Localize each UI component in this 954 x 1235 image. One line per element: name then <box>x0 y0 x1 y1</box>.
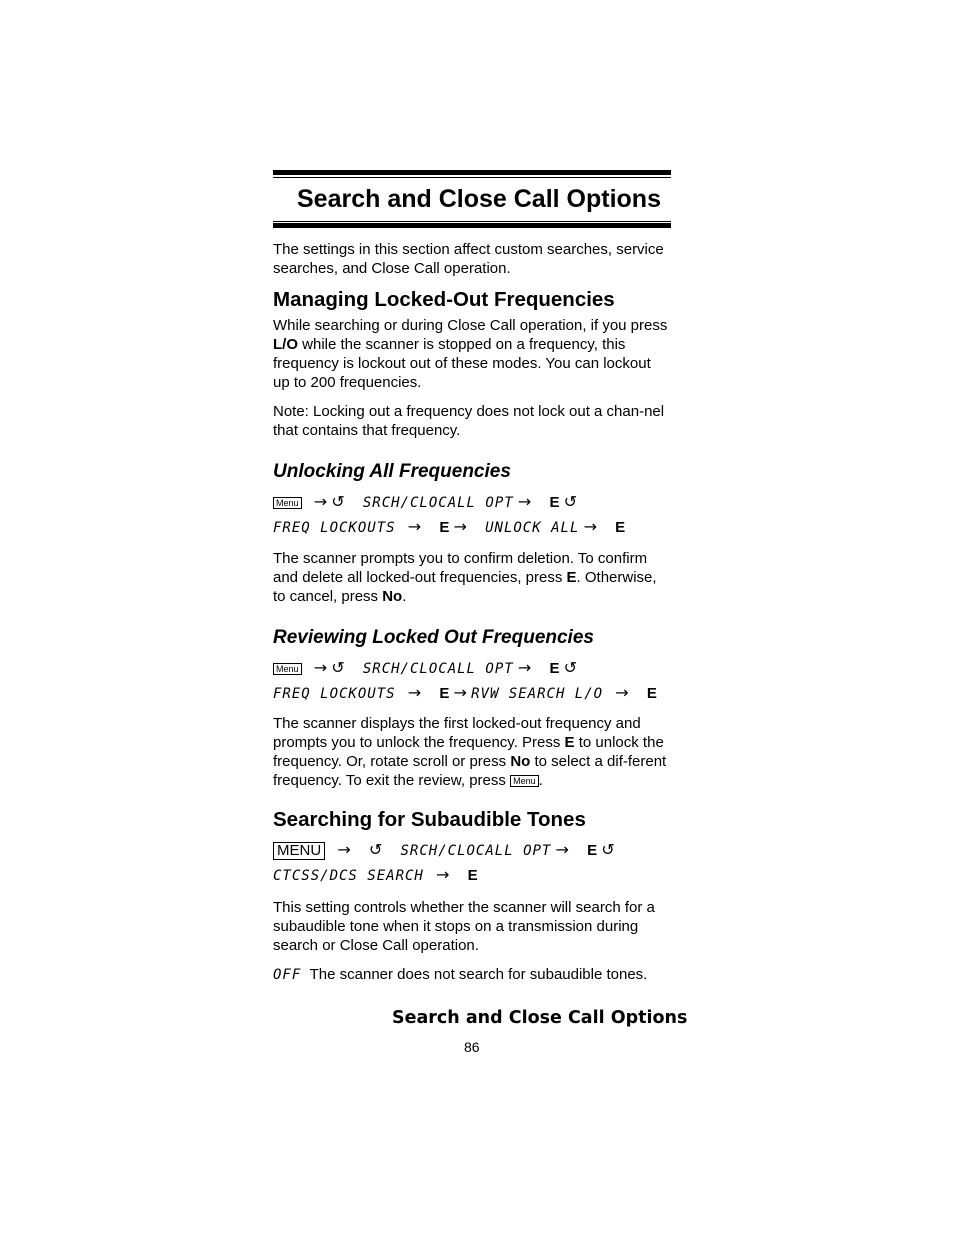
lcd-freq-lockouts: FREQ LOCKOUTS <box>273 520 396 536</box>
unlock-sequence-line-1 <box>273 490 671 515</box>
scroll-rotate-icon: ↺ <box>331 658 345 677</box>
title-rule-top <box>273 170 671 175</box>
title-rule-top-thin <box>273 177 671 178</box>
menu-key: Menu <box>273 497 302 509</box>
scroll-rotate-icon: ↺ <box>368 840 383 859</box>
subaudible-sequence-line-1 <box>273 838 671 863</box>
managing-paragraph: While searching or during Close Call operation, if you press L/O while the scanner is stopped on a frequency, this frequency is lockout out of these modes. You can lockout up to 200 frequencies. <box>273 317 668 391</box>
subaudible-off-option: OFF The scanner does not search for subaudible tones. <box>273 966 648 983</box>
arrow-right-icon: → <box>453 517 467 536</box>
scroll-rotate-icon: ↺ <box>601 840 615 859</box>
arrow-right-icon: → <box>517 492 532 511</box>
arrow-right-icon: → <box>313 492 328 511</box>
page-number: 86 <box>464 1039 480 1055</box>
lcd-srch-clocall-opt: SRCH/CLOCALL OPT <box>400 843 552 859</box>
scroll-rotate-icon: ↺ <box>331 492 345 511</box>
arrow-right-icon: → <box>555 840 569 859</box>
manual-page <box>273 170 671 985</box>
title-rule-bottom <box>273 223 671 228</box>
subaudible-paragraph: This setting controls whether the scanner will search for a subaudible tone when it stops on a transmission during search or Close Call operation. <box>273 899 655 954</box>
heading-managing-locked-out: Managing Locked-Out Frequencies <box>273 288 615 311</box>
key-lo: L/O <box>273 336 298 353</box>
e-key: E <box>587 842 598 859</box>
arrow-right-icon: → <box>313 658 328 677</box>
scroll-rotate-icon: ↺ <box>563 492 578 511</box>
e-key: E <box>615 519 626 536</box>
lcd-srch-clocall-opt: SRCH/CLOCALL OPT <box>362 661 514 677</box>
heading-subaudible-tones: Searching for Subaudible Tones <box>273 808 586 831</box>
e-key: E <box>646 685 657 702</box>
scroll-rotate-icon: ↺ <box>563 658 578 677</box>
title-rule-bottom-thin <box>273 221 671 222</box>
arrow-right-icon: → <box>615 683 629 702</box>
e-key: E <box>467 867 478 884</box>
review-sequence-line-1 <box>273 656 671 681</box>
review-sequence-line-2 <box>273 681 671 706</box>
arrow-right-icon: → <box>407 683 422 702</box>
arrow-right-icon: → <box>517 658 532 677</box>
subaudible-sequence-line-2 <box>273 863 671 888</box>
menu-key: MENU <box>273 842 325 860</box>
heading-reviewing-locked-out: Reviewing Locked Out Frequencies <box>273 627 594 648</box>
section-title: Search and Close Call Options <box>297 185 661 213</box>
managing-note: Note: Locking out a frequency does not lock out a chan-nel that contains that frequency. <box>273 403 665 439</box>
unlocking-paragraph: The scanner prompts you to confirm deletion. To confirm and delete all locked-out frequencies, press E. Otherwise, to cancel, press No. <box>273 550 657 605</box>
arrow-right-icon: → <box>436 865 450 884</box>
lcd-freq-lockouts: FREQ LOCKOUTS <box>273 686 396 702</box>
arrow-right-icon: → <box>453 683 467 702</box>
e-key: E <box>549 660 560 677</box>
heading-unlocking-all: Unlocking All Frequencies <box>273 461 511 482</box>
reviewing-paragraph: The scanner displays the first locked-out frequency and prompts you to unlock the frequency. Press E to unlock the frequency. Or, rotate scroll or press No to select a dif-ferent frequency. To exit the review, press Menu . <box>273 715 667 789</box>
lcd-unlock-all: UNLOCK ALL <box>485 520 580 536</box>
arrow-right-icon: → <box>583 517 597 536</box>
section-intro: The settings in this section affect custom searches, service searches, and Close Call operation. <box>273 241 664 277</box>
menu-key: Menu <box>273 663 302 675</box>
lcd-ctcss-dcs-search: CTCSS/DCS SEARCH <box>273 868 424 884</box>
unlock-sequence-line-2 <box>273 515 671 540</box>
e-key: E <box>439 519 450 536</box>
lcd-rvw-search-lo: RVW SEARCH L/O <box>471 686 604 702</box>
lcd-srch-clocall-opt: SRCH/CLOCALL OPT <box>362 495 514 511</box>
footer-section-title: Search and Close Call Options <box>392 1008 688 1028</box>
arrow-right-icon: → <box>407 517 422 536</box>
e-key: E <box>549 494 560 511</box>
arrow-right-icon: → <box>337 840 351 859</box>
menu-key: Menu <box>510 775 539 787</box>
e-key: E <box>439 685 450 702</box>
lcd-off: OFF <box>273 967 302 983</box>
